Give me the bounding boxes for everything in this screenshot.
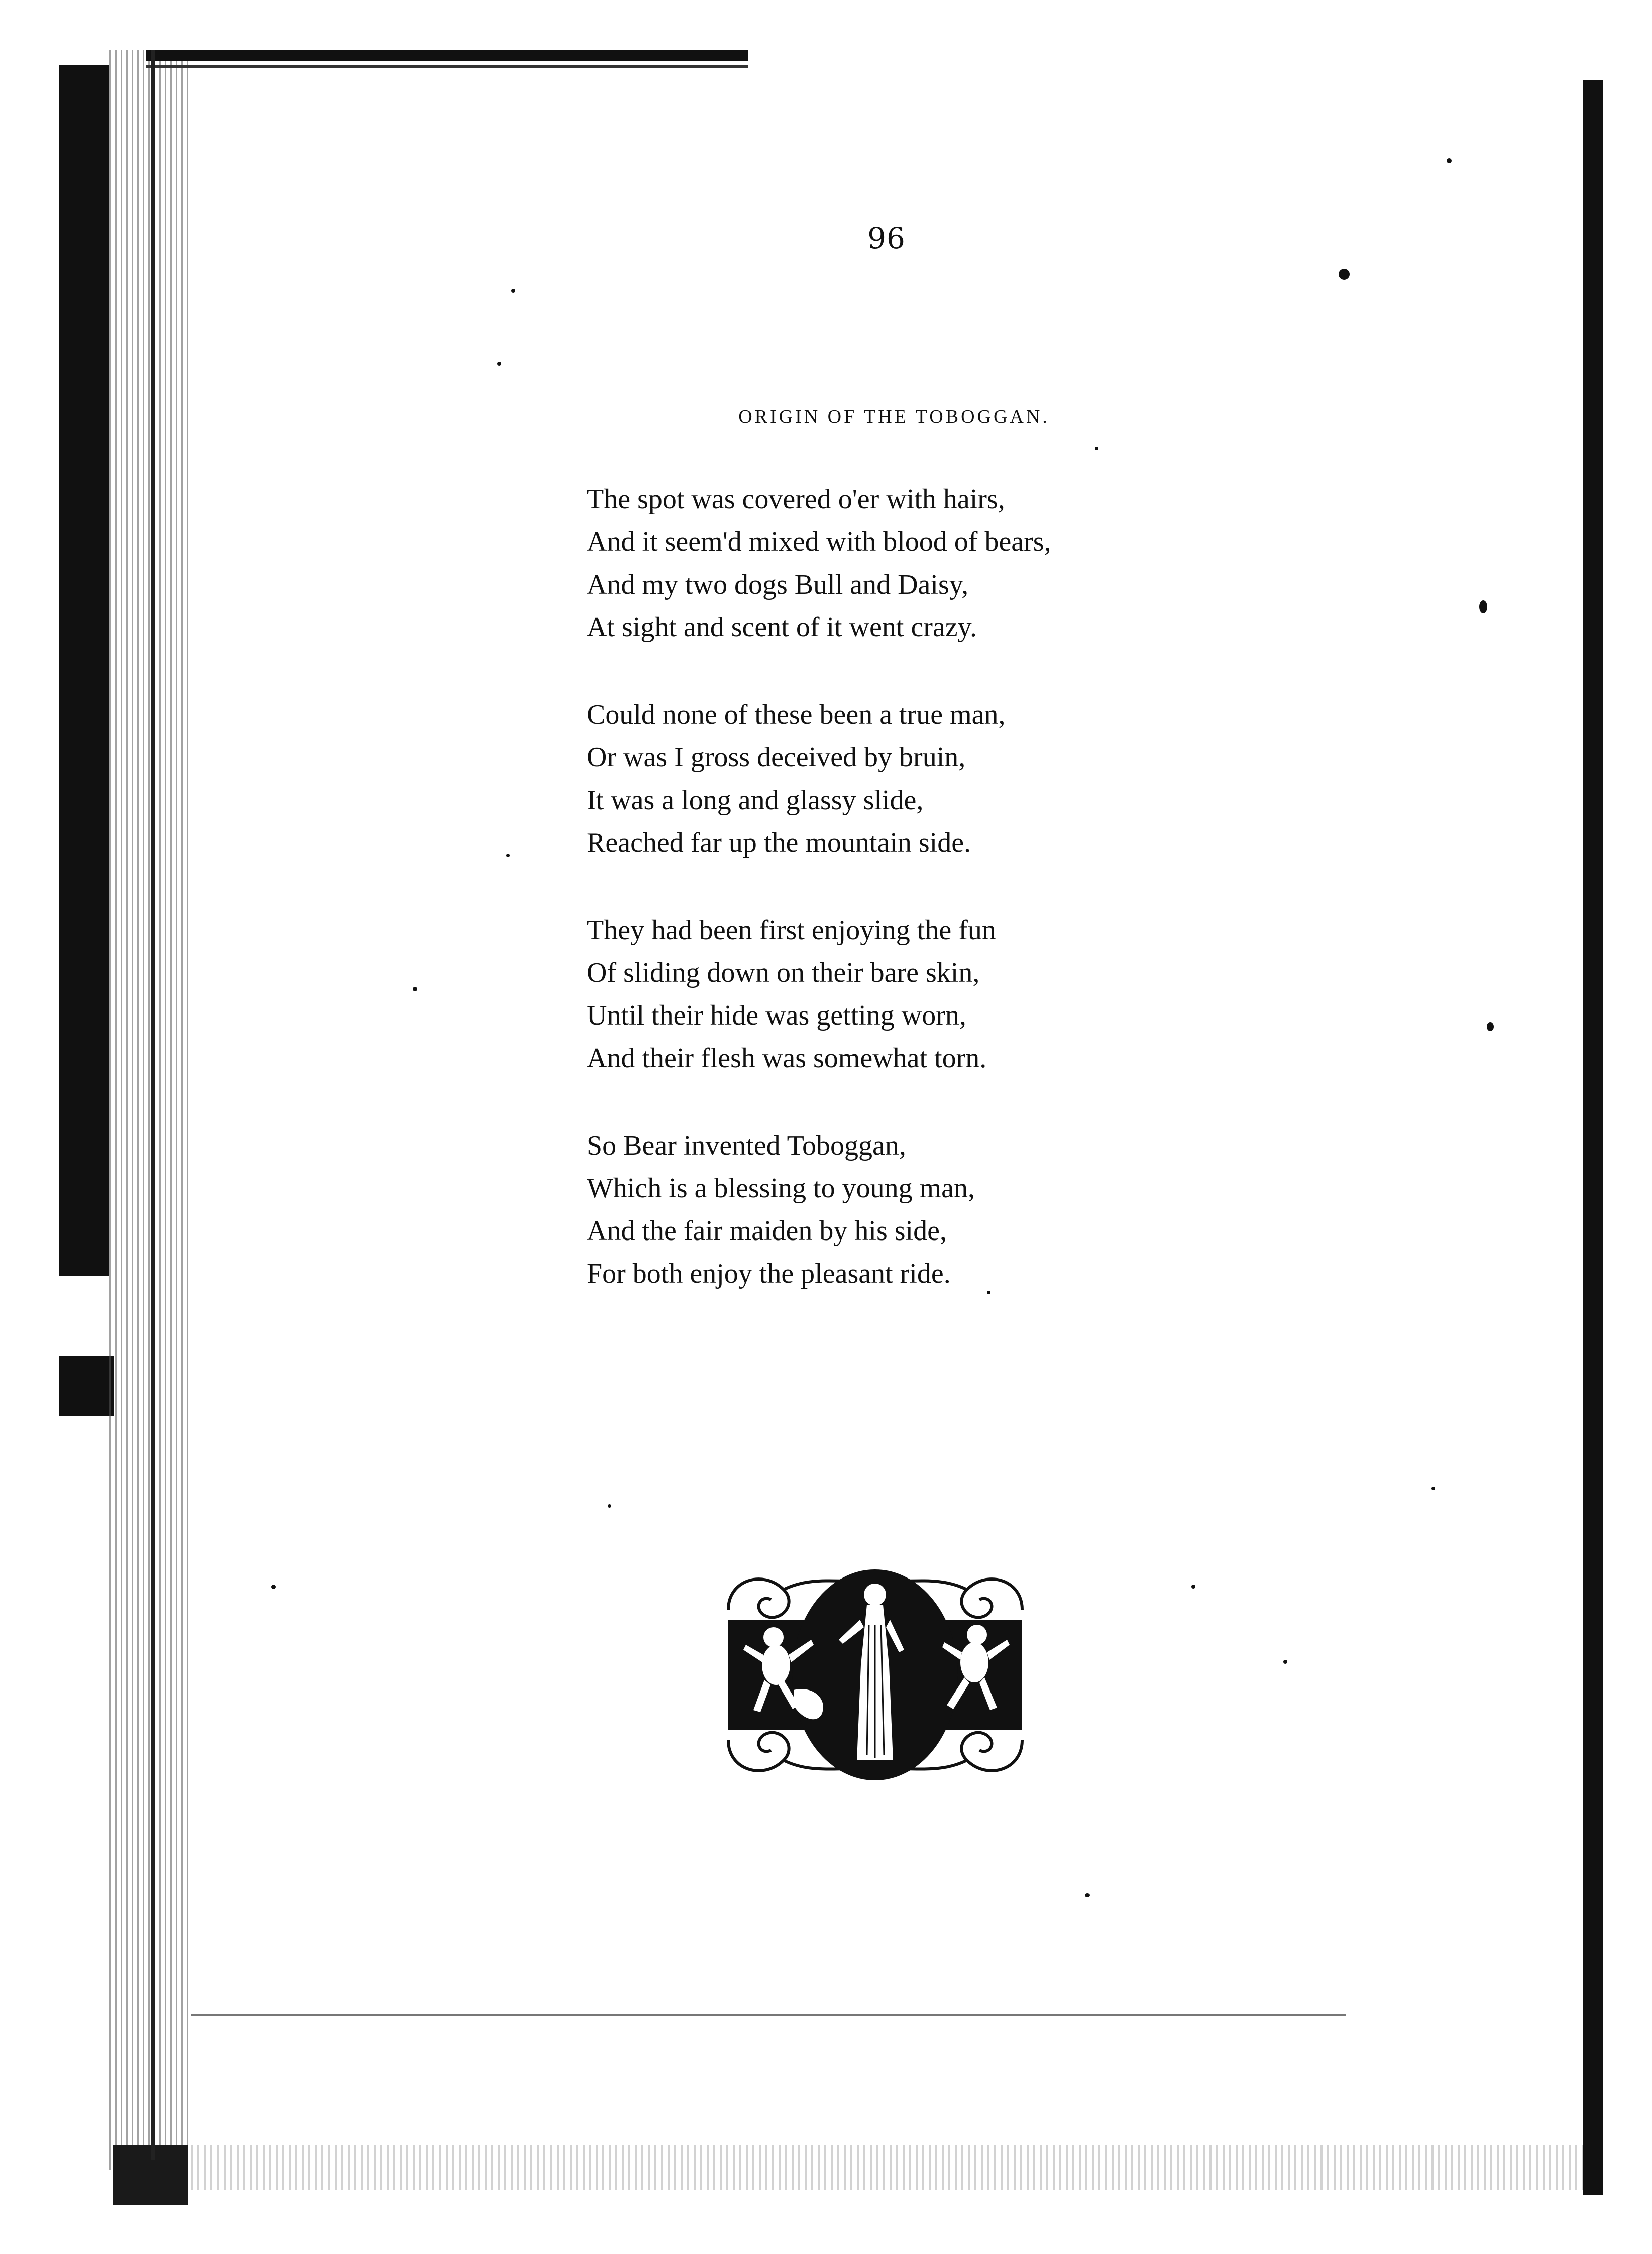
ink-speck: [1487, 1022, 1494, 1031]
top-border-thin-rule: [146, 65, 748, 68]
poem-line: Until their hide was getting worn,: [587, 1000, 966, 1031]
ink-speck: [1431, 1487, 1435, 1490]
ink-speck: [1085, 1893, 1090, 1897]
poem-line: Reached far up the mountain side.: [587, 827, 971, 858]
ink-speck: [413, 987, 417, 991]
poem-body: [587, 478, 1240, 1340]
ink-speck: [1095, 447, 1098, 450]
scan-edge-lines: [109, 50, 190, 2170]
poem-line: Which is a blessing to young man,: [587, 1173, 975, 1204]
poem-line: It was a long and glassy slide,: [587, 784, 924, 816]
ink-speck: [1191, 1585, 1195, 1589]
scan-edge-block: [59, 1356, 114, 1416]
stanza: [587, 1124, 1240, 1295]
stanza: [587, 909, 1240, 1080]
ink-speck: [506, 854, 510, 857]
page-number: 96: [867, 221, 906, 255]
right-border-bar: [1583, 80, 1603, 2195]
poem-line: So Bear invented Toboggan,: [587, 1130, 906, 1161]
ink-speck: [1283, 1660, 1287, 1664]
poem-line: They had been first enjoying the fun: [587, 915, 996, 946]
ink-speck: [1339, 269, 1350, 280]
ink-speck: [497, 362, 501, 366]
bottom-scan-noise: [191, 2145, 1587, 2190]
scan-edge-shadow: [59, 65, 109, 1276]
poem-line: At sight and scent of it went crazy.: [587, 612, 977, 643]
poem-line: The spot was covered o'er with hairs,: [587, 484, 1005, 515]
poem-line: And their flesh was somewhat torn.: [587, 1043, 987, 1074]
ink-speck: [1479, 600, 1487, 613]
poem-line: Could none of these been a true man,: [587, 699, 1006, 730]
ink-speck: [271, 1585, 276, 1589]
bottom-border-rule: [191, 2014, 1346, 2016]
poem-title: ORIGIN OF THE TOBOGGAN.: [738, 406, 1050, 427]
top-border-rule: [146, 50, 748, 61]
left-border-rule: [151, 50, 155, 2160]
ink-speck: [1447, 158, 1452, 163]
ink-speck: [511, 289, 515, 293]
poem-line: And my two dogs Bull and Daisy,: [587, 569, 969, 600]
ink-speck: [608, 1504, 611, 1508]
poem-line: Of sliding down on their bare skin,: [587, 957, 980, 988]
stanza: [587, 478, 1240, 649]
poem-line: Or was I gross deceived by bruin,: [587, 742, 966, 773]
stanza: [587, 694, 1240, 864]
poem-line: For both enjoy the pleasant ride.: [587, 1258, 951, 1289]
poem-line: And the fair maiden by his side,: [587, 1215, 947, 1247]
poem-line: And it seem'd mixed with blood of bears,: [587, 526, 1051, 557]
classical-vignette-icon: [718, 1564, 1032, 1785]
